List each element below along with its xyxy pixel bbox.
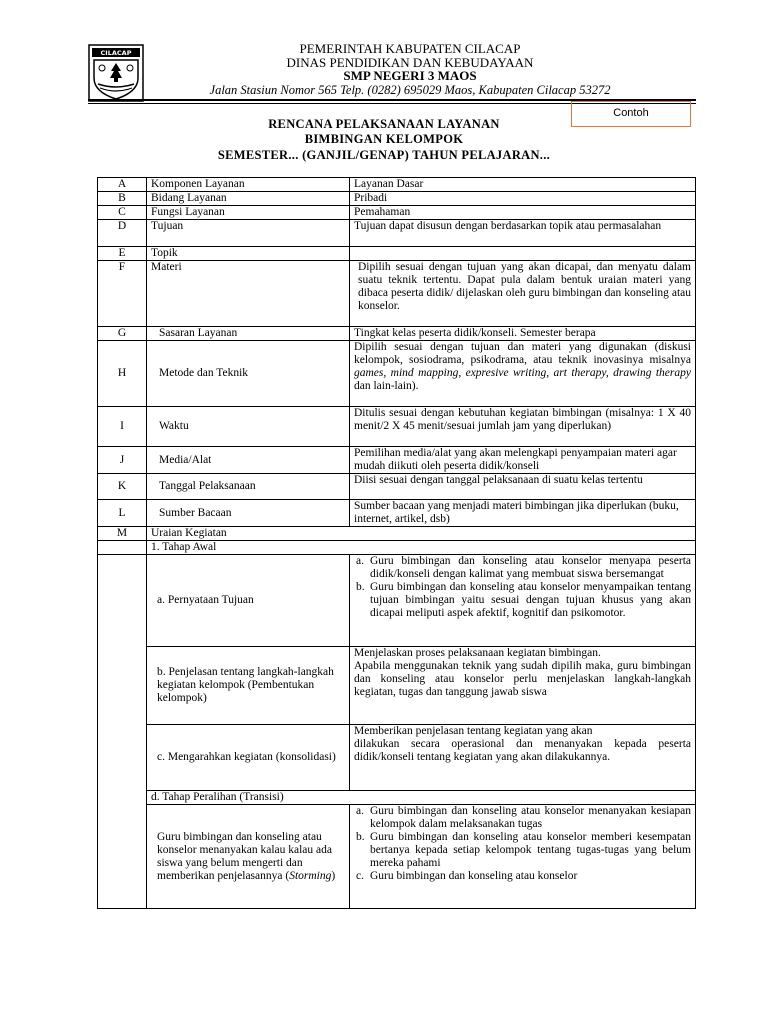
step-label: c. Mengarahkan kegiatan (konsolidasi) [147, 725, 350, 791]
step-label-text-end: ) [331, 869, 336, 882]
list-item [356, 581, 691, 620]
row-code: M [98, 527, 147, 541]
row-value-italic: games, mind mapping, expresive writing, art therapy, drawing therapy [354, 367, 691, 379]
row-value: Dipilih sesuai dengan tujuan yang akan dicapai, dan menyatu dalam suatu teknik tertentu. Dapat pula dalam bentuk uraian materi yang dibaca peserta didik/ dijelaskan oleh guru bimbingan dan konseling atau konselor. [350, 261, 696, 327]
row-label: Waktu [147, 407, 350, 447]
government-name: PEMERINTAH KABUPATEN CILACAP [299, 41, 521, 56]
row-value: Sumber bacaan yang menjadi materi bimbingan jika diperlukan (buku, internet, artikel, dsb) [350, 500, 696, 527]
step-label-italic: Storming [289, 869, 332, 882]
table-row [98, 206, 696, 220]
row-label: Topik [147, 247, 350, 261]
row-code: A [98, 178, 147, 192]
empty-cell [98, 555, 147, 909]
row-value [350, 341, 696, 407]
step-content [350, 647, 696, 725]
row-label: Tujuan [147, 220, 350, 247]
row-label: Sasaran Layanan [147, 327, 350, 341]
step-text: Apabila menggunakan teknik yang sudah dipilih maka, guru bimbingan dan konseling atau konselor perlu menjelaskan langkah-langkah kegiatan, tugas dan tanggung jawab siswa [354, 660, 691, 698]
table-row [98, 178, 696, 192]
table-row [98, 192, 696, 206]
table-row [98, 527, 696, 541]
row-value: Pemilihan media/alat yang akan melengkapi penyampaian materi agar mudah diikuti oleh peserta didik/konseli [350, 447, 696, 474]
row-code: J [98, 447, 147, 474]
table-row [98, 725, 696, 791]
table-row [98, 474, 696, 500]
row-value: Diisi sesuai dengan tanggal pelaksanaan di suatu kelas tertentu [350, 474, 696, 500]
list-item [356, 555, 691, 581]
step-text: Menjelaskan proses pelaksanaan kegiatan bimbingan. [354, 647, 601, 659]
step-content [350, 555, 696, 647]
row-code: K [98, 474, 147, 500]
department-name: DINAS PENDIDIKAN DAN KEBUDAYAAN [286, 54, 534, 70]
step-content [350, 805, 696, 909]
cilacap-regency-logo [88, 44, 144, 102]
logo-text: CILACAP [100, 49, 132, 57]
step-label: a. Pernyataan Tujuan [147, 555, 350, 647]
row-value: Tingkat kelas peserta didik/konseli. Semester berapa [350, 327, 696, 341]
row-label: Bidang Layanan [147, 192, 350, 206]
row-value: Tujuan dapat disusun dengan berdasarkan topik atau permasalahan [350, 220, 696, 247]
row-value: Pemahaman [350, 206, 696, 220]
row-code: D [98, 220, 147, 247]
row-code: L [98, 500, 147, 527]
row-code: F [98, 261, 147, 327]
step-text: dilakukan secara operasional dan menanyakan kepada peserta didik/konseli tentang kegiatan yang akan dilakukannya. [354, 738, 691, 763]
list-item-text: Guru bimbingan dan konseling atau konselor menyampaikan tentang tujuan bimbingan yaitu sesuai dengan tujuan khusus yang akan dicapai meliputi aspek afektif, kognitif dan psikomotor. [370, 581, 691, 619]
row-code: C [98, 206, 147, 220]
step-list [354, 555, 691, 620]
table-row [98, 791, 696, 805]
row-label: Uraian Kegiatan [147, 527, 696, 541]
table-row [98, 327, 696, 341]
contoh-badge[interactable]: Contoh [571, 101, 691, 127]
row-value: Ditulis sesuai dengan kebutuhan kegiatan bimbingan (misalnya: 1 X 40 menit/2 X 45 menit/sesuai jumlah jam yang diperlukan) [350, 407, 696, 447]
table-row [98, 220, 696, 247]
row-value: Layanan Dasar [350, 178, 696, 192]
letterhead-text [150, 42, 670, 97]
row-label: Metode dan Teknik [147, 341, 350, 407]
table-row [98, 555, 696, 647]
row-label: Komponen Layanan [147, 178, 350, 192]
row-value-text: Dipilih sesuai dengan tujuan dan materi yang digunakan (diskusi kelompok, sosiodrama, psikodrama, atau teknik inovasinya misalnya [354, 341, 691, 366]
plan-table [97, 177, 696, 909]
row-code: I [98, 407, 147, 447]
table-row [98, 407, 696, 447]
table-row [98, 805, 696, 909]
row-value [350, 247, 696, 261]
table-row [98, 500, 696, 527]
list-item [356, 831, 691, 870]
table-row [98, 647, 696, 725]
table-row [98, 541, 696, 555]
row-code: G [98, 327, 147, 341]
document-semester: SEMESTER... (GANJIL/GENAP) TAHUN PELAJARAN... [217, 148, 551, 162]
row-label: Sumber Bacaan [147, 500, 350, 527]
list-marker: b. [356, 581, 365, 593]
list-marker: c. [356, 870, 364, 882]
row-code: E [98, 247, 147, 261]
list-item [356, 870, 691, 883]
list-marker: b. [356, 831, 365, 843]
list-marker: a. [356, 805, 364, 817]
step-text: Memberikan penjelasan tentang kegiatan yang akan [354, 725, 593, 737]
empty-cell [98, 541, 147, 555]
row-label: Materi [147, 261, 350, 327]
list-marker: a. [356, 555, 364, 567]
row-label: Media/Alat [147, 447, 350, 474]
list-item-text: Guru bimbingan dan konseling atau konselor [370, 870, 578, 882]
tahap-peralihan-heading: d. Tahap Peralihan (Transisi) [147, 791, 696, 805]
list-item-text: Guru bimbingan dan konseling atau konselor menanyakan kesiapan kelompok dalam melaksanakan tugas [370, 805, 691, 830]
row-label: Fungsi Layanan [147, 206, 350, 220]
school-name: SMP NEGERI 3 MAOS [343, 68, 477, 84]
step-content [350, 725, 696, 791]
step-list [354, 805, 691, 883]
list-item [356, 805, 691, 831]
document-title: RENCANA PELAKSANAAN LAYANAN [268, 117, 500, 131]
row-label: Tanggal Pelaksanaan [147, 474, 350, 500]
table-row [98, 447, 696, 474]
step-label: b. Penjelasan tentang langkah-langkah kegiatan kelompok (Pembentukan kelompok) [147, 647, 350, 725]
row-code: H [98, 341, 147, 407]
school-address: Jalan Stasiun Nomor 565 Telp. (0282) 695029 Maos, Kabupaten Cilacap 53272 [209, 82, 611, 97]
row-code: B [98, 192, 147, 206]
list-item-text: Guru bimbingan dan konseling atau konselor memberi kesempatan bertanya kepada setiap kelompok tentang tugas-tugas yang belum mereka pahami [370, 831, 691, 869]
table-row [98, 247, 696, 261]
list-item-text: Guru bimbingan dan konseling atau konselor menyapa peserta didik/konseli dengan kalimat yang membuat siswa bersemangat [370, 555, 691, 580]
step-label [147, 805, 350, 909]
row-value: Pribadi [350, 192, 696, 206]
table-row [98, 261, 696, 327]
table-row [98, 341, 696, 407]
letterhead [0, 0, 768, 100]
tahap-awal-heading: 1. Tahap Awal [147, 541, 696, 555]
step-label-text: Guru bimbingan dan konseling atau konselor menanyakan kalau kalau ada siswa yang belum mengerti dan memberikan penjelasannya ( [157, 830, 332, 882]
document-subtitle: BIMBINGAN KELOMPOK [304, 132, 464, 146]
row-value-text-end: dan lain-lain). [354, 380, 419, 392]
